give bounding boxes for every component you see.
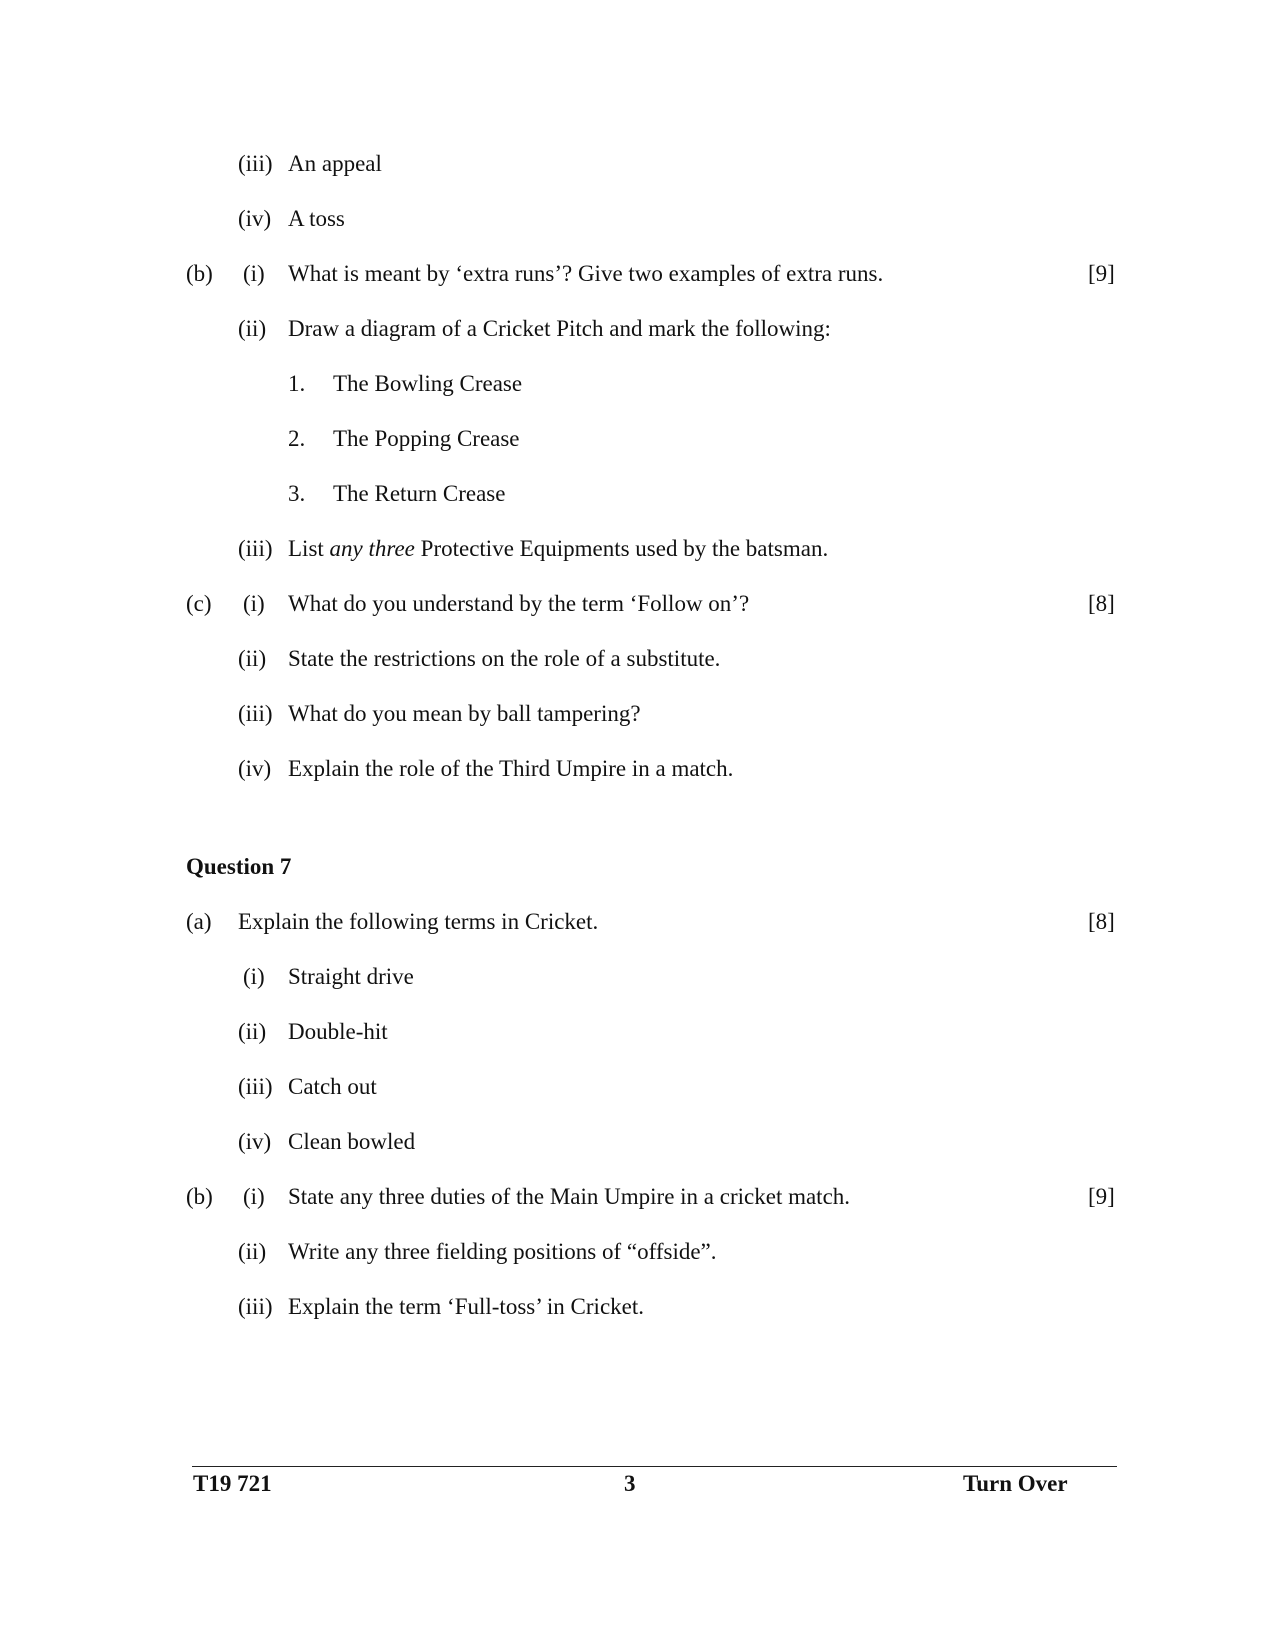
question-text: What do you understand by the term ‘Follow on’? — [288, 591, 750, 616]
question-text: Explain the following terms in Cricket. — [238, 909, 599, 934]
marks-label: [9] — [1088, 261, 1115, 286]
part-label: (c) — [186, 591, 212, 616]
item-number: (iv) — [238, 1129, 272, 1154]
text-emphasis: any three — [329, 536, 415, 561]
item-number: (iv) — [238, 756, 272, 781]
question-text: What is meant by ‘extra runs’? Give two examples of extra runs. — [288, 261, 884, 286]
part-label: (a) — [186, 909, 212, 934]
question-text: Write any three fielding positions of “offside”. — [288, 1239, 717, 1264]
question-text: State any three duties of the Main Umpire in a cricket match. — [288, 1184, 851, 1209]
list-text: The Bowling Crease — [333, 371, 523, 396]
item-number: (i) — [243, 261, 265, 286]
turn-over-label: Turn Over — [963, 1471, 1068, 1496]
item-text: An appeal — [288, 151, 382, 176]
list-text: The Return Crease — [333, 481, 506, 506]
list-number: 1. — [288, 371, 306, 396]
term-text: Catch out — [288, 1074, 377, 1099]
marks-label: [8] — [1088, 909, 1115, 934]
term-text: Double-hit — [288, 1019, 388, 1044]
item-number: (iii) — [238, 151, 273, 176]
item-number: (ii) — [238, 646, 267, 671]
list-number: 3. — [288, 481, 306, 506]
item-number: (i) — [243, 591, 265, 616]
item-number: (iii) — [238, 536, 273, 561]
item-number: (i) — [243, 964, 265, 989]
list-text: The Popping Crease — [333, 426, 520, 451]
page-number: 3 — [624, 1471, 636, 1496]
question-text: Explain the term ‘Full-toss’ in Cricket. — [288, 1294, 645, 1319]
item-number: (ii) — [238, 1019, 267, 1044]
item-number: (iii) — [238, 701, 273, 726]
item-number: (iii) — [238, 1074, 273, 1099]
question-text: Explain the role of the Third Umpire in a match. — [288, 756, 734, 781]
item-text: A toss — [288, 206, 345, 231]
item-number: (ii) — [238, 316, 267, 341]
item-number: (iii) — [238, 1294, 273, 1319]
item-number: (iv) — [238, 206, 272, 231]
part-label: (b) — [186, 261, 213, 286]
term-text: Straight drive — [288, 964, 414, 989]
text-pre: List — [288, 536, 330, 561]
item-number: (ii) — [238, 1239, 267, 1264]
list-number: 2. — [288, 426, 306, 451]
question-text: Draw a diagram of a Cricket Pitch and mark the following: — [288, 316, 831, 341]
item-number: (i) — [243, 1184, 265, 1209]
marks-label: [9] — [1088, 1184, 1115, 1209]
term-text: Clean bowled — [288, 1129, 416, 1154]
question-text: State the restrictions on the role of a substitute. — [288, 646, 721, 671]
marks-label: [8] — [1088, 591, 1115, 616]
paper-code: T19 721 — [193, 1471, 272, 1496]
question-text — [288, 535, 828, 563]
question-text: What do you mean by ball tampering? — [288, 701, 641, 726]
footer-divider — [192, 1466, 1117, 1467]
question-7-title: Question 7 — [186, 854, 292, 879]
text-post: Protective Equipments used by the batsman. — [414, 536, 829, 561]
part-label: (b) — [186, 1184, 213, 1209]
